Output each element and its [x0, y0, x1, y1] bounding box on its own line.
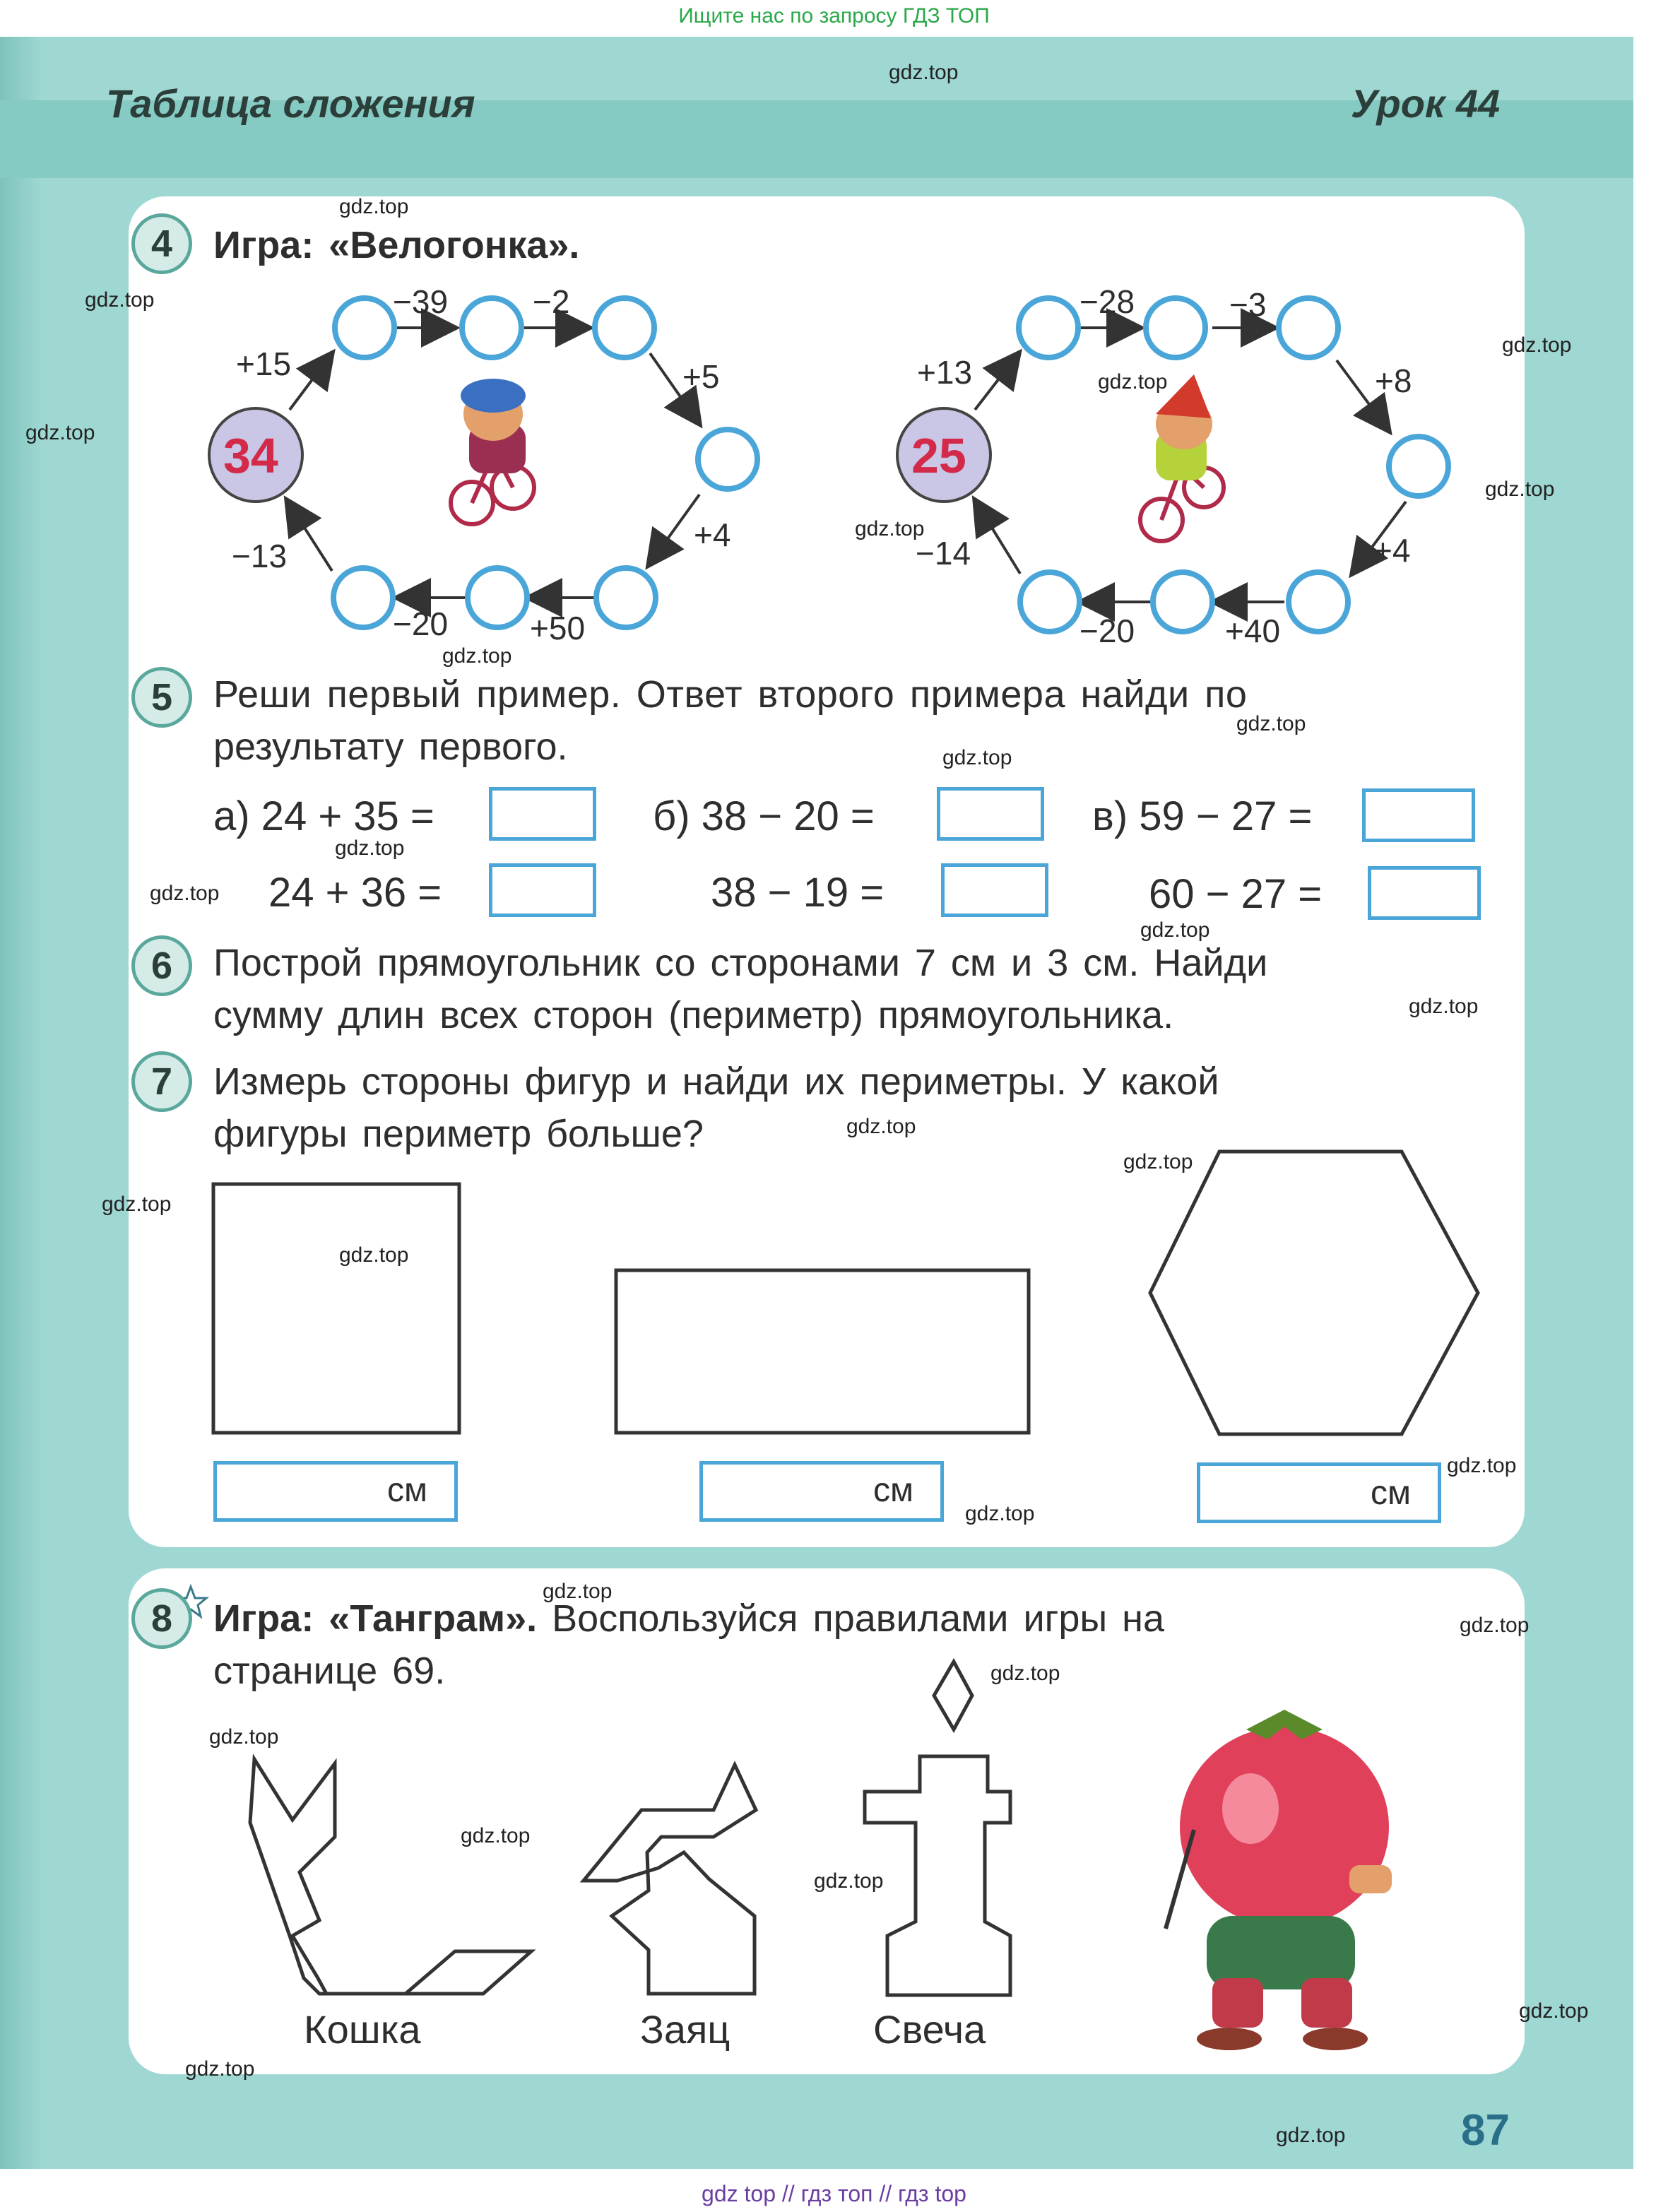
task-7-text: Измерь стороны фигур и найди их периметры. У какой фигуры периметр больше?	[213, 1060, 1219, 1155]
task-4-number: 4	[131, 213, 192, 274]
race-2-op: +13	[917, 354, 973, 391]
answer-box-c2[interactable]	[1368, 866, 1481, 920]
answer-box-b2[interactable]	[941, 863, 1048, 917]
hexagon-figure	[1150, 1152, 1478, 1434]
watermark: gdz.top	[1123, 1150, 1193, 1173]
race-1-op: +50	[530, 610, 586, 646]
unit-label: см	[387, 1472, 427, 1509]
top-banner[interactable]: Ищите нас по запросу ГДЗ ТОП	[678, 4, 990, 28]
tangram-label-candle: Свеча	[873, 2007, 986, 2052]
race-2-op: −14	[916, 535, 971, 572]
watermark: gdz.top	[942, 746, 1012, 769]
watermark: gdz.top	[102, 1193, 172, 1216]
race-1-op: −2	[533, 283, 570, 320]
watermark: gdz.top	[339, 195, 409, 218]
task-8-number: 8	[131, 1588, 192, 1649]
expr-a1: а) 24 + 35 =	[213, 793, 434, 839]
race-1-op: +4	[694, 516, 731, 553]
watermark: gdz.top	[1485, 478, 1555, 501]
watermark: gdz.top	[1140, 918, 1210, 942]
watermark: gdz.top	[1409, 995, 1479, 1018]
watermark: gdz.top	[1502, 333, 1572, 357]
unit-label: см	[873, 1472, 913, 1509]
watermark: gdz.top	[543, 1580, 613, 1603]
expr-c1: в) 59 − 27 =	[1092, 793, 1313, 839]
watermark: gdz.top	[1276, 2124, 1346, 2147]
watermark: gdz.top	[442, 644, 512, 668]
watermark: gdz.top	[814, 1869, 884, 1893]
answer-box-b1[interactable]	[937, 787, 1044, 841]
answer-box-c1[interactable]	[1362, 788, 1475, 842]
watermark: gdz.top	[855, 517, 925, 540]
expr-b1: б) 38 − 20 =	[653, 793, 875, 839]
race-2-start-value: 25	[911, 428, 966, 483]
lesson-number: Урок 44	[1351, 81, 1501, 126]
watermark: gdz.top	[846, 1115, 916, 1138]
watermark: gdz.top	[150, 882, 220, 905]
watermark: gdz.top	[1098, 370, 1168, 394]
race-2-op: +40	[1225, 613, 1281, 649]
watermark: gdz.top	[1519, 1999, 1589, 2023]
race-1-start-value: 34	[223, 428, 278, 483]
task-5-text: Реши первый пример. Ответ второго примера найди по результату первого.	[213, 673, 1248, 768]
race-1-op: +5	[682, 358, 720, 395]
race-2-op: +8	[1375, 362, 1412, 399]
race-1-op: +15	[236, 345, 292, 382]
page-number: 87	[1461, 2106, 1510, 2155]
race-1-op: −39	[393, 283, 449, 320]
expr-a2: 24 + 36 =	[268, 870, 442, 916]
tangram-hare	[584, 1765, 756, 1994]
watermark: gdz.top	[889, 61, 959, 84]
answer-box-a1[interactable]	[489, 787, 596, 841]
task-8-text: Игра: «Танграм». Воспользуйся правилами игры на странице 69.	[213, 1597, 1165, 1692]
watermark: gdz.top	[461, 1824, 531, 1847]
section-title: Таблица сложения	[106, 81, 475, 126]
tangram-label-hare: Заяц	[640, 2007, 731, 2052]
square-figure	[213, 1184, 459, 1433]
tangram-label-cat: Кошка	[304, 2007, 421, 2052]
expr-c2: 60 − 27 =	[1149, 871, 1323, 917]
cyclist-1-illustration	[451, 379, 534, 524]
race-1-op: −20	[393, 605, 449, 642]
tomato-character-illustration	[1166, 1710, 1392, 2050]
task-4-title: Игра: «Велогонка».	[213, 224, 580, 266]
bottom-banner[interactable]: gdz top // гдз топ // гдз top	[702, 2181, 966, 2206]
expr-b2: 38 − 19 =	[711, 870, 885, 916]
watermark: gdz.top	[1447, 1454, 1517, 1477]
watermark: gdz.top	[209, 1725, 279, 1749]
task-6-number: 6	[131, 935, 192, 996]
race-2-op: +4	[1373, 532, 1411, 569]
watermark: gdz.top	[339, 1243, 409, 1267]
watermark: gdz.top	[1236, 712, 1306, 735]
watermark: gdz.top	[185, 2057, 255, 2081]
race-2-op: −3	[1229, 286, 1267, 323]
rectangle-figure	[616, 1270, 1029, 1433]
race-2-op: −28	[1080, 283, 1135, 320]
watermark: gdz.top	[965, 1502, 1035, 1525]
race-1-op: −13	[232, 538, 288, 574]
tangram-cat	[250, 1759, 531, 1994]
task-7-number: 7	[131, 1051, 192, 1112]
race-2-op: −20	[1080, 613, 1135, 649]
answer-box-a2[interactable]	[489, 863, 596, 917]
watermark: gdz.top	[1460, 1614, 1530, 1637]
watermark: gdz.top	[25, 421, 95, 444]
watermark: gdz.top	[335, 836, 405, 860]
task-6-text: Построй прямоугольник со сторонами 7 см и 3 см. Найди сумму длин всех сторон (периметр) прямоугольника.	[213, 942, 1268, 1036]
watermark: gdz.top	[85, 288, 155, 312]
cyclist-2-illustration	[1140, 374, 1224, 541]
unit-label: см	[1371, 1474, 1411, 1512]
task-5-number: 5	[131, 667, 192, 728]
tangram-candle	[865, 1662, 1010, 1995]
watermark: gdz.top	[990, 1662, 1060, 1685]
